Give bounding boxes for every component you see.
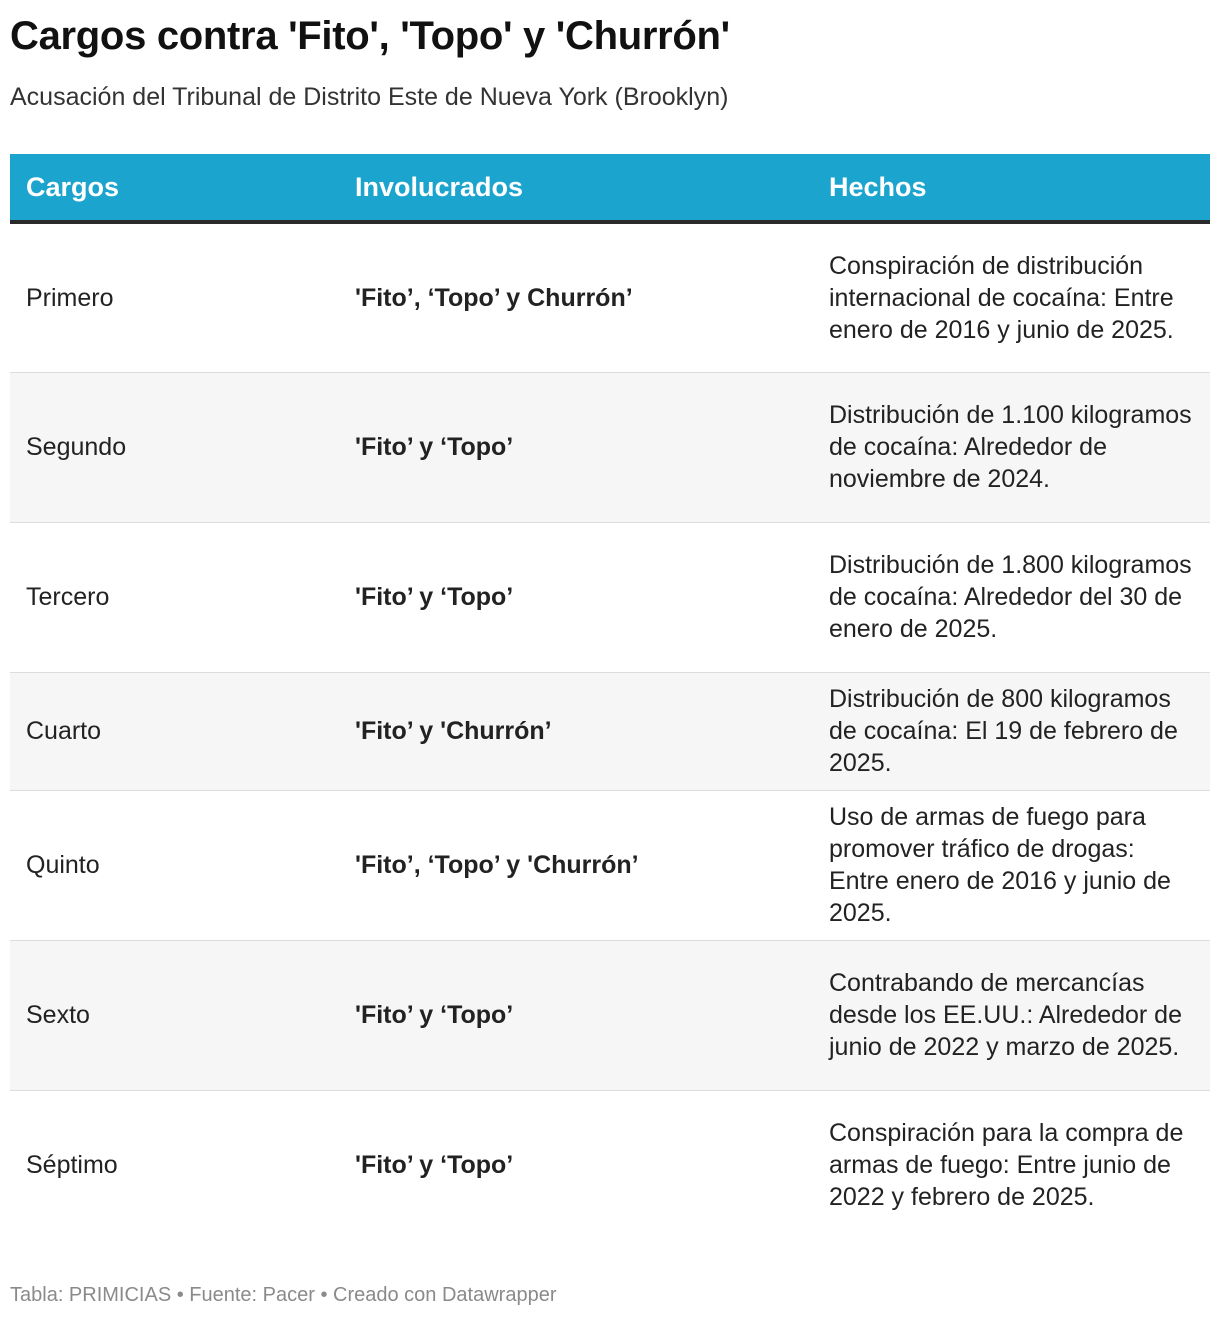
table-row (10, 940, 1210, 1090)
involucrados-cell: 'Fito’ y ‘Topo’ (339, 940, 812, 1090)
involucrados-cell: 'Fito’ y ‘Topo’ (339, 522, 812, 672)
column-header-hechos[interactable]: Hechos (812, 154, 1210, 222)
cargo-cell: Primero (10, 222, 339, 372)
table-row (10, 522, 1210, 672)
involucrados-cell: 'Fito’ y 'Churrón’ (339, 672, 812, 790)
hechos-cell: Conspiración de distribución internacional de cocaína: Entre enero de 2016 y junio de 2025. (812, 222, 1210, 372)
chart-subtitle: Acusación del Tribunal de Distrito Este de Nueva York (Brooklyn) (10, 83, 729, 111)
hechos-cell: Conspiración para la compra de armas de fuego: Entre junio de 2022 y febrero de 2025. (829, 1119, 1184, 1212)
cargo-cell: Sexto (10, 940, 339, 1090)
table-body (10, 222, 1210, 1240)
involucrados-cell: 'Fito’ y ‘Topo’ (339, 372, 812, 522)
hechos-cell: Contrabando de mercancías desde los EE.UU.: Alrededor de junio de 2022 y marzo de 2025. (812, 940, 1210, 1090)
cargo-cell: Cuarto (10, 672, 339, 790)
involucrados-cell: 'Fito’, ‘Topo’ y Churrón’ (339, 222, 812, 372)
involucrados-cell: 'Fito’, ‘Topo’ y 'Churrón’ (339, 790, 812, 940)
table-row (10, 222, 1210, 372)
chart-footer: Tabla: PRIMICIAS • Fuente: Pacer • Creado con Datawrapper (10, 1284, 557, 1306)
hechos-cell: Distribución de 1.100 kilogramos de cocaína: Alrededor de noviembre de 2024. (812, 372, 1210, 522)
table-header-row (10, 154, 1210, 222)
charges-table (10, 154, 1210, 1240)
hechos-cell: Uso de armas de fuego para promover tráfico de drogas: Entre enero de 2016 y junio de 2025. (812, 790, 1210, 940)
table-row (10, 1090, 1210, 1240)
cargo-cell: Séptimo (26, 1151, 118, 1180)
column-header-involucrados[interactable]: Involucrados (339, 154, 812, 222)
hechos-cell: Distribución de 1.800 kilogramos de cocaína: Alrededor del 30 de enero de 2025. (812, 522, 1210, 672)
involucrados-cell: 'Fito’ y ‘Topo’ (355, 1151, 514, 1180)
cargo-cell: Tercero (10, 522, 339, 672)
cargo-cell: Segundo (10, 372, 339, 522)
column-header-cargos[interactable]: Cargos (10, 154, 339, 222)
hechos-cell: Distribución de 800 kilogramos de cocaína: El 19 de febrero de 2025. (812, 672, 1210, 790)
table-row (10, 372, 1210, 522)
table-row (10, 672, 1210, 790)
table-row (10, 790, 1210, 940)
cargo-cell: Quinto (10, 790, 339, 940)
chart-title: Cargos contra 'Fito', 'Topo' y 'Churrón' (10, 14, 730, 58)
